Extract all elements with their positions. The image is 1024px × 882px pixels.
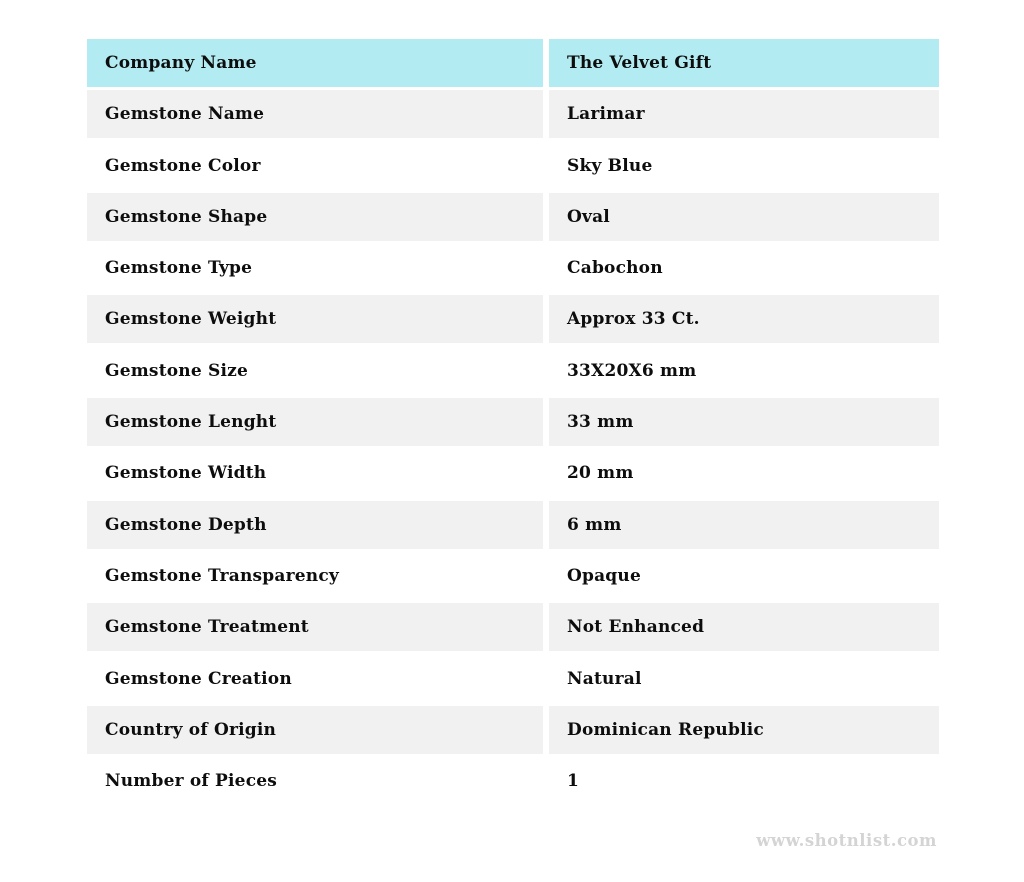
- table-row-gemstone-depth: [87, 501, 939, 549]
- table-row-gemstone-treatment: [87, 603, 939, 651]
- row-value: Natural: [549, 655, 939, 703]
- table-row-gemstone-weight: [87, 295, 939, 343]
- table-row-gemstone-type: [87, 244, 939, 292]
- table-row-country-of-origin: [87, 706, 939, 754]
- row-label: Gemstone Lenght: [87, 398, 543, 446]
- row-value: Oval: [549, 193, 939, 241]
- row-value: Opaque: [549, 552, 939, 600]
- table-row-gemstone-width: [87, 449, 939, 497]
- row-value: Dominican Republic: [549, 706, 939, 754]
- row-label: Gemstone Color: [87, 142, 543, 190]
- row-label: Gemstone Transparency: [87, 552, 543, 600]
- table-row-gemstone-shape: [87, 193, 939, 241]
- row-value: Larimar: [549, 90, 939, 138]
- table-row-company-name: [87, 39, 939, 87]
- table-row-gemstone-name: [87, 90, 939, 138]
- table-row-number-of-pieces: [87, 757, 939, 805]
- table-row-gemstone-transparency: [87, 552, 939, 600]
- row-value: 33 mm: [549, 398, 939, 446]
- table-row-gemstone-color: [87, 142, 939, 190]
- row-value: 33X20X6 mm: [549, 347, 939, 395]
- row-label: Gemstone Name: [87, 90, 543, 138]
- row-label: Gemstone Shape: [87, 193, 543, 241]
- gemstone-spec-table: [87, 39, 939, 808]
- website-watermark: www.shotnlist.com: [756, 831, 937, 850]
- row-value: Sky Blue: [549, 142, 939, 190]
- row-value: 1: [549, 757, 939, 805]
- row-label: Gemstone Creation: [87, 655, 543, 703]
- row-label: Gemstone Size: [87, 347, 543, 395]
- row-value: Cabochon: [549, 244, 939, 292]
- row-value: The Velvet Gift: [549, 39, 939, 87]
- table-row-gemstone-lenght: [87, 398, 939, 446]
- row-label: Gemstone Treatment: [87, 603, 543, 651]
- row-label: Company Name: [87, 39, 543, 87]
- row-label: Country of Origin: [87, 706, 543, 754]
- table-row-gemstone-size: [87, 347, 939, 395]
- row-label: Number of Pieces: [87, 757, 543, 805]
- row-value: Approx 33 Ct.: [549, 295, 939, 343]
- row-label: Gemstone Width: [87, 449, 543, 497]
- row-value: 6 mm: [549, 501, 939, 549]
- row-value: Not Enhanced: [549, 603, 939, 651]
- row-label: Gemstone Weight: [87, 295, 543, 343]
- row-value: 20 mm: [549, 449, 939, 497]
- row-label: Gemstone Type: [87, 244, 543, 292]
- table-row-gemstone-creation: [87, 655, 939, 703]
- row-label: Gemstone Depth: [87, 501, 543, 549]
